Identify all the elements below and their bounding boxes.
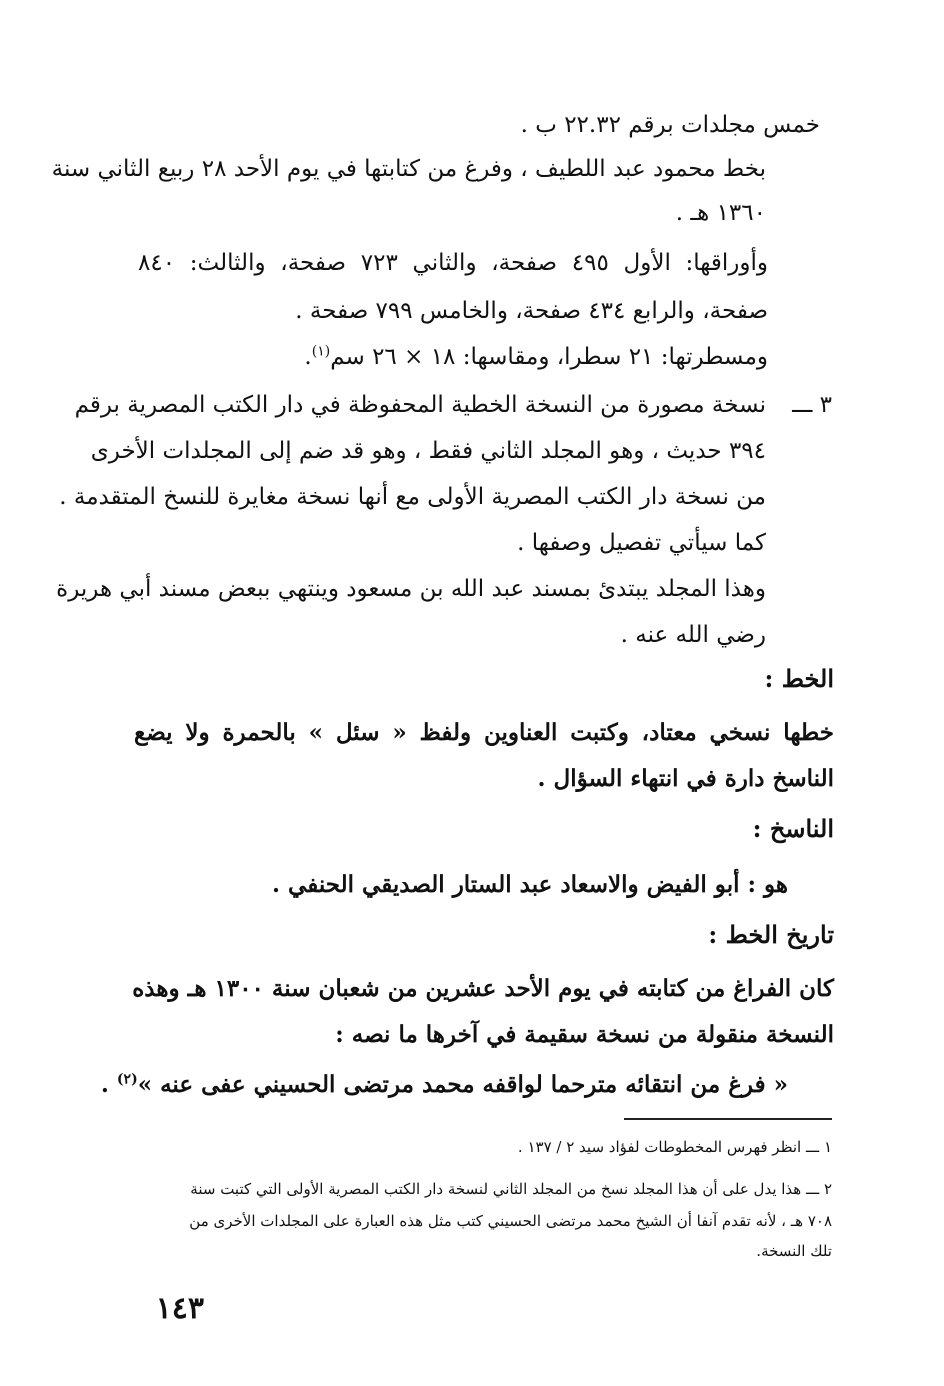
quote-line <box>98 1068 788 1102</box>
text-line: هو : أبو الفيض والاسعاد عبد الستار الصديقي الحنفي . <box>272 871 788 898</box>
footnote-ref: (٢) <box>116 1071 138 1088</box>
text-line: ١٣٦٠ هـ . <box>675 200 766 226</box>
text-line <box>78 340 768 374</box>
footnote-ref: (١) <box>311 343 331 360</box>
text-line: نسخة مصورة من النسخة الخطية المحفوظة في دار الكتب المصرية برقم <box>74 392 766 418</box>
section-heading-khatt: الخط : <box>764 664 834 693</box>
text-line: خطها نسخي معتاد، وكتبت العناوين ولفظ « سئل » بالحمرة ولا يضع <box>134 719 834 746</box>
text-line: وأوراقها: الأول ٤٩٥ صفحة، والثاني ٧٢٣ صفحة، والثالث: ٨٤٠ <box>138 250 768 276</box>
text-line: بخط محمود عبد اللطيف ، وفرغ من كتابتها في يوم الأحد ٢٨ ربيع الثاني سنة <box>51 156 766 182</box>
text-span: « فرغ من انتقائه مترحما لواقفه محمد مرتضى الحسيني عفى عنه » <box>137 1071 788 1098</box>
text-line: صفحة، والرابع ٤٣٤ صفحة، والخامس ٧٩٩ صفحة . <box>295 298 768 324</box>
text-span: . <box>100 1071 109 1098</box>
text-line: رضي الله عنه . <box>620 622 766 648</box>
text-line: خمس مجلدات برقم ٢٢.٣٢ ب . <box>520 112 820 138</box>
text-line: النسخة منقولة من نسخة سقيمة في آخرها ما نصه : <box>335 1021 834 1048</box>
section-heading-nasikh: الناسخ : <box>752 814 834 843</box>
text-span: ومسطرتها: ٢١ سطرا، ومقاسها: ١٨ × ٢٦ سم <box>330 344 768 370</box>
text-line: الناسخ دارة في انتهاء السؤال . <box>537 765 834 792</box>
section-heading-tarikh: تاريخ الخط : <box>708 920 834 949</box>
item-number: ٣ ـــ <box>792 392 832 418</box>
footnote-2-line: ٧٠٨ هـ ، لأنه تقدم آنفا أن الشيخ محمد مرتضى الحسيني كتب مثل هذه العبارة على المجلدات الأخرى من <box>189 1212 832 1230</box>
page-number: ١٤٣ <box>155 1291 204 1326</box>
text-line: وهذا المجلد يبتدئ بمسند عبد الله بن مسعود وينتهي ببعض مسند أبي هريرة <box>56 576 766 602</box>
text-line: كما سيأتي تفصيل وصفها . <box>517 530 766 556</box>
footnote-1: ١ ـــ انظر فهرس المخطوطات لفؤاد سيد ٢ / ١٣٧ . <box>517 1138 832 1156</box>
footnote-2-line: تلك النسخة. <box>756 1242 832 1260</box>
text-line: من نسخة دار الكتب المصرية الأولى مع أنها نسخة مغايرة للنسخ المتقدمة . <box>59 484 766 510</box>
text-line: ٣٩٤ حديث ، وهو المجلد الثاني فقط ، وهو قد ضم إلى المجلدات الأخرى <box>90 438 766 464</box>
footnote-2-line: ٢ ـــ هذا يدل على أن هذا المجلد نسخ من المجلد الثاني لنسخة دار الكتب المصرية الأولى التي كتبت سنة <box>190 1180 832 1198</box>
text-line: كان الفراغ من كتابته في يوم الأحد عشرين من شعبان سنة ١٣٠٠ هـ وهذه <box>132 975 834 1002</box>
footnote-separator <box>624 1118 832 1120</box>
text-span: . <box>304 344 312 370</box>
